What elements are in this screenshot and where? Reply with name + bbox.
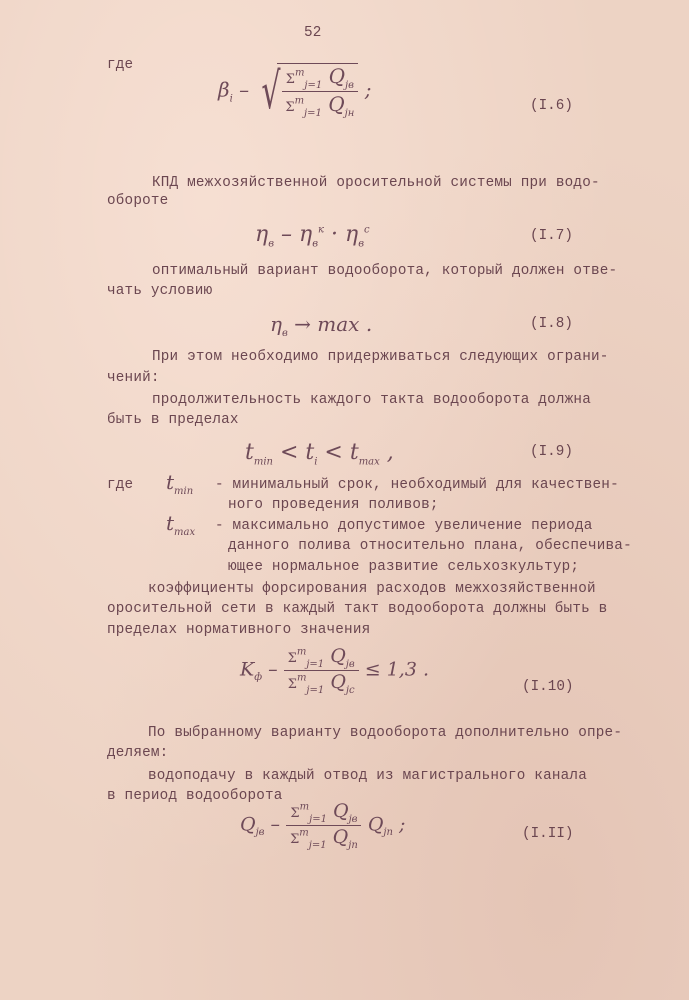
equation-1-9: $t_{min} < t_i < t_{max}$ , [245, 440, 394, 468]
definition-symbol [166, 470, 193, 497]
text-line: продолжительность каждого такта водооборота должна [152, 392, 591, 408]
math-sub: jн [344, 108, 355, 119]
text-line: деляем: [107, 745, 169, 761]
sum-sign: Σ [287, 676, 297, 692]
text-line: быть в пределах [107, 412, 239, 428]
sum-sign: Σ [285, 72, 295, 87]
definition-symbol [166, 511, 195, 538]
sum-sign: Σ [290, 831, 300, 847]
sum-upper: m [296, 646, 307, 658]
page-number: 52 [304, 25, 322, 41]
sum-upper: m [296, 672, 307, 684]
fraction [284, 645, 359, 696]
math-symbol: Q [332, 800, 349, 822]
text-line: коэффициенты форсирования расходов межхозяйственной [148, 581, 596, 597]
text-line: чений: [107, 370, 160, 386]
equation-1-10: $K_ф$ – $\frac{\Sigma^m_{j=1} Q_{jв}}{\Sigma^m_{j=1} Q_{jс}}$ ≤ 1,3 . [240, 645, 430, 696]
math-symbol: η [270, 312, 282, 336]
text-line: ющее нормальное развитие сельхозкультур; [228, 559, 580, 575]
math-symbol: Q [330, 645, 346, 667]
equation-1-6: $\beta_i$ – √ $\frac{\Sigma^m_{j=1} Q_{jв}}{\Sigma^m_{j=1} Q_{jн}}$ ; [218, 62, 372, 120]
sqrt-icon: √ [261, 62, 281, 120]
math-sub: jс [345, 684, 355, 696]
math-symbol: Q [240, 813, 256, 836]
math-symbol: Q [332, 825, 349, 848]
text-line: - максимально допустимое увеличение периода [215, 518, 593, 534]
equation-1-11: $Q_{jв}$ – $\frac{\Sigma^m_{j=1} Q_{jв}}{\Sigma^m_{j=1} Q_{jп}}$ $Q_{jп}$ ; [240, 800, 406, 851]
math-sub: max [174, 527, 196, 538]
math-sub: jп [383, 827, 393, 839]
fraction [286, 800, 362, 851]
text-line: обороте [107, 193, 169, 209]
math-symbol: Q [328, 64, 346, 88]
math-sub: max [358, 456, 380, 468]
math-sub: jп [348, 839, 358, 851]
equation-label: (I.7) [530, 228, 573, 244]
math-punct: ; [364, 77, 372, 102]
math-symbol: t [166, 511, 175, 535]
text-line: По выбранному варианту водооборота дополнительно опре- [148, 725, 623, 741]
sum-lower: j=1 [304, 108, 322, 119]
math-sub: jв [348, 813, 358, 825]
sum-upper: m [299, 801, 310, 813]
text-line: оросительной сети в каждый такт водооборота должны быть в [107, 601, 608, 617]
math-symbol: η [299, 222, 313, 247]
math-symbol: t [245, 440, 254, 465]
math-sup: к [318, 224, 325, 236]
math-symbol: t [349, 440, 359, 465]
math-symbol: η [345, 222, 359, 247]
sum-lower: j=1 [306, 658, 325, 670]
math-sub: jв [345, 80, 354, 91]
math-sub: в [268, 238, 275, 250]
text-line: пределах нормативного значения [107, 622, 371, 638]
sum-lower: j=1 [308, 839, 327, 851]
math-symbol: Q [328, 92, 345, 116]
math-sub: jв [345, 658, 355, 670]
math-symbol: t [166, 470, 175, 494]
text-line: водоподачу в каждый отвод из магистрального канала [148, 768, 587, 784]
math-sub: i [314, 456, 318, 468]
math-symbol: Q [330, 670, 346, 693]
text-line: При этом необходимо придерживаться следующих ограни- [152, 349, 609, 365]
math-sub: jв [255, 827, 265, 839]
math-sub: min [174, 486, 194, 497]
sum-upper: m [294, 95, 305, 107]
math-symbol: t [305, 440, 315, 465]
math-sup: с [364, 224, 370, 236]
math-sub: в [281, 328, 288, 339]
math-symbol: Q [367, 813, 384, 836]
equation-label: (I.8) [530, 316, 573, 332]
text-line: где [107, 57, 134, 73]
sum-upper: m [294, 67, 305, 79]
equation-1-7: $\eta_в - \eta_в^к \cdot \eta_в^с$ [255, 222, 370, 250]
math-symbol: η [255, 222, 269, 247]
equation-label: (I.II) [522, 826, 574, 842]
text-line: КПД межхозяйственной оросительной системы при водо- [152, 175, 600, 191]
text-line: оптимальный вариант водооборота, который должен отве- [152, 263, 618, 279]
fraction [281, 64, 358, 119]
text-line: в период водооборота [107, 788, 283, 804]
math-symbol: K [240, 658, 255, 681]
text-line: ного проведения поливов; [228, 497, 439, 513]
sum-sign: Σ [285, 100, 295, 115]
equation-label: (I.10) [522, 679, 574, 695]
math-sub: min [253, 456, 273, 468]
sum-upper: m [299, 827, 309, 839]
sum-sign: Σ [290, 806, 300, 821]
equation-1-8 [270, 312, 372, 339]
text-line: чать условию [107, 283, 213, 299]
equation-label: (I.9) [530, 444, 573, 460]
math-sub: ф [254, 672, 263, 684]
math-symbol: β [218, 77, 230, 102]
math-sub: в [358, 238, 365, 250]
text-line: - минимальный срок, необходимый для качествен- [215, 477, 619, 493]
sum-lower: j=1 [304, 80, 323, 91]
math-sub: i [229, 93, 233, 105]
math-sub: в [312, 238, 319, 250]
sum-lower: j=1 [309, 813, 327, 825]
math-expr: → max . [294, 312, 373, 336]
equation-label: (I.6) [530, 98, 573, 114]
math-expr: ≤ 1,3 . [364, 658, 430, 681]
math-punct: , [386, 440, 394, 465]
sum-lower: j=1 [306, 684, 325, 696]
sum-sign: Σ [287, 651, 297, 666]
math-punct: ; [399, 813, 406, 836]
text-line: данного полива относительно плана, обеспечива- [228, 538, 632, 554]
text-line: где [107, 477, 134, 493]
